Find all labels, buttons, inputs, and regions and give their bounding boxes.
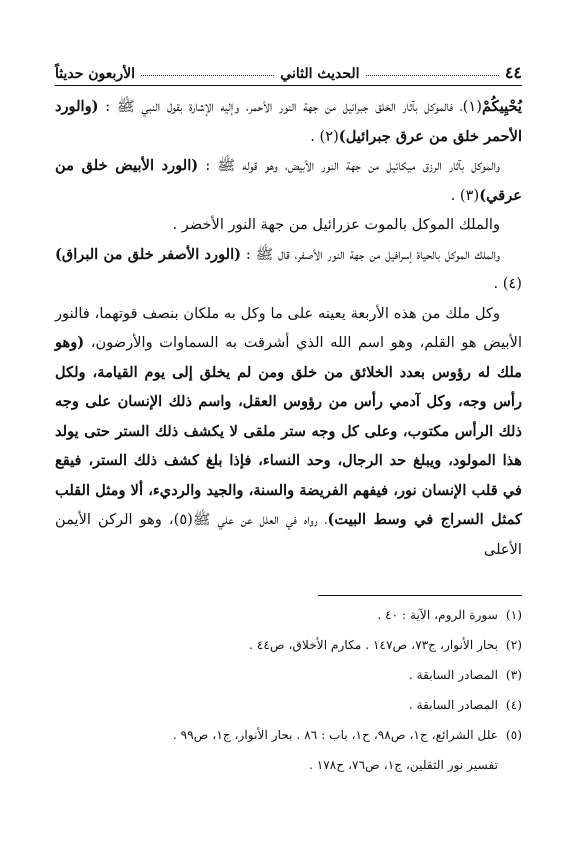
footnote-2	[55, 630, 522, 660]
footnote-number: (٢)	[505, 638, 522, 652]
footnote-rule	[318, 595, 522, 596]
section-title: الحديث الثاني	[280, 66, 360, 82]
hadith-quote: (وهو ملك له رؤوس بعدد الخلائق من خلق ومن لم يخلق إلى يوم القيامة، ولكل رأس وجه، وكل آدمي رأس من رؤوس العقل، واسم ذلك الإنسان على وجه ذلك الرأس مكتوب، وعلى كل وجه ستر ملقى لا يكشف ذلك الستر حتى يولد هذا المولود، ويبلغ حد الرجال، وحد النساء، فإذا بلغ كشف ذلك الستر، فيقع في قلب الإنسان نور، فيفهم الفريضة والسنة، والجيد والرديء، ألا ومثل القلب كمثل السراج في وسط البيت)	[55, 334, 522, 528]
book-title: الأربعون حديثاً	[55, 66, 136, 82]
footnote-text: سورة الروم، الآية : ٤٠ .	[377, 608, 498, 622]
footnotes	[55, 600, 522, 780]
paragraph-3: والملك الموكل بالموت عزرائيل من جهة النور الأخضر .	[172, 216, 500, 233]
main-text	[55, 92, 522, 564]
header-dots	[366, 75, 499, 76]
footnote-number: (٥)	[505, 728, 522, 742]
footnote-4	[55, 690, 522, 720]
footnote-1	[55, 600, 522, 630]
footnote-ref: (٢) .	[310, 127, 339, 145]
paragraph-text: وكل ملك من هذه الأربعة يعينه على ما وكل به ملكان بنصف قوتهما، فالنور الأبيض هو القلم، وهو اسم الله الذي أشرقت به السماوات والأرضون،	[55, 304, 522, 351]
footnote-5-continuation: تفسير نور الثقلين، ج١، ص٧٦، ح١٧٨ .	[308, 758, 498, 772]
header-dots	[141, 75, 274, 76]
paragraph-2	[55, 151, 522, 210]
footnote-text: المصادر السابقة .	[408, 668, 498, 682]
running-header	[55, 58, 522, 82]
paragraph-text: والملك الموكل بالحياة إسرافيل من جهة النور الأصفر، قال ﷺ :	[241, 245, 500, 263]
paragraph-text: ، رواه في العلل عن علي ﷺ(٥)، وهو الركن الأيمن الأعلى	[55, 511, 522, 558]
footnote-number: (٣)	[505, 668, 522, 682]
page-number: ٤٤	[504, 63, 522, 82]
hadith-quote: (الورد الأصفر خلق من البراق)	[55, 245, 242, 263]
footnote-5	[55, 720, 522, 750]
paragraph-1	[55, 92, 522, 151]
footnote-ref: (٤) .	[493, 275, 522, 292]
hadith-quote: (الورد الأبيض خلق من عرقي)	[55, 157, 522, 204]
footnote-3	[55, 660, 522, 690]
footnote-text: المصادر السابقة .	[408, 698, 498, 712]
paragraph-5	[55, 299, 522, 565]
footnote-number: (١)	[505, 608, 522, 622]
footnote-number: (٤)	[505, 698, 522, 712]
paragraph-text: (١)، فالموكل بآثار الخلق جبرائيل من جهة النور الأحمر، وإليه الإشارة بقول النبي ﷺ :	[98, 98, 482, 115]
paragraph-text: والموكل بآثار الرزق ميكائيل من جهة النور الأبيض، وهو قوله ﷺ :	[198, 157, 500, 174]
header-rule	[55, 85, 522, 86]
paragraph-4	[55, 240, 522, 299]
footnote-text: علل الشرائع، ج١، ص٩٨، ح١، باب : ٨٦ . بحار الأنوار، ج١، ص٩٩ .	[172, 728, 498, 742]
hadith-quote: (والورد الأحمر خلق من عرق جبرائيل)	[55, 98, 522, 145]
footnote-text: بحار الأنوار، ج٧٣، ص١٤٧ . مكارم الأخلاق، ص٤٤ .	[249, 638, 498, 652]
footnote-ref: (٣) .	[450, 186, 480, 204]
quran-fragment: يُحْيِيكُمْ	[481, 98, 522, 115]
